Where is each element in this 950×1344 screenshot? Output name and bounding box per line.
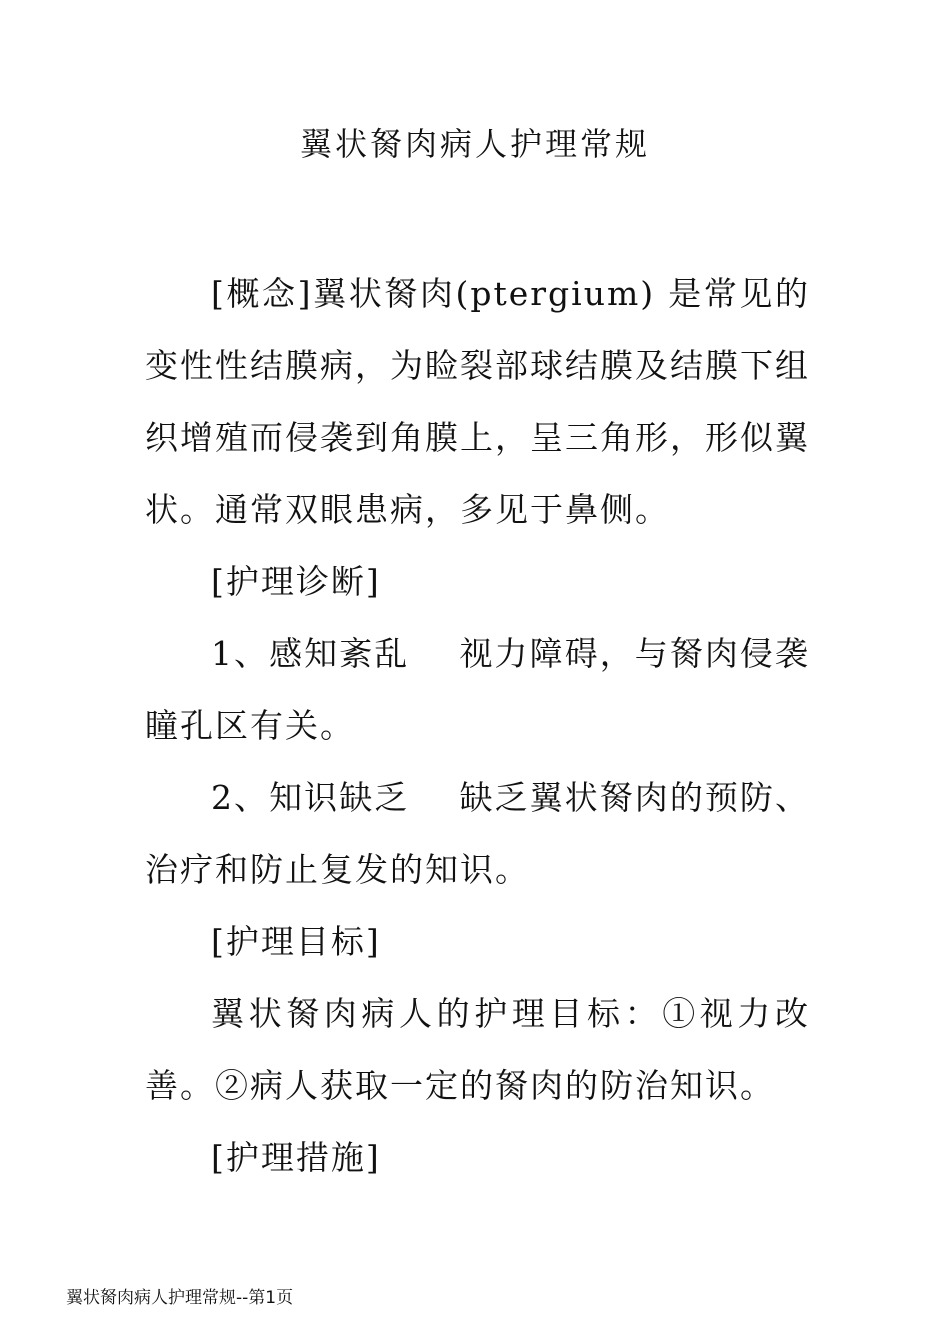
heading-nursing-measures: [护理措施] xyxy=(211,1138,381,1177)
document-body xyxy=(145,258,810,1194)
page-title: 翼状胬肉病人护理常规 xyxy=(299,125,650,163)
page-footer: 翼状胬肉病人护理常规--第1页 xyxy=(66,1288,294,1308)
heading-nursing-goals: [护理目标] xyxy=(211,922,381,961)
heading-nursing-diagnosis: [护理诊断] xyxy=(211,562,381,601)
paragraph-concept: [概念]翼状胬肉(ptergium) 是常见的变性性结膜病，为睑裂部球结膜及结膜下组织增殖而侵袭到角膜上，呈三角形，形似翼状。通常双眼患病，多见于鼻侧。 xyxy=(145,274,810,529)
paragraph-diagnosis-2: 2、知识缺乏 缺乏翼状胬肉的预防、治疗和防止复发的知识。 xyxy=(145,778,810,889)
paragraph-goals: 翼状胬肉病人的护理目标：①视力改善。②病人获取一定的胬肉的防治知识。 xyxy=(145,994,810,1105)
paragraph-diagnosis-1: 1、感知紊乱 视力障碍，与胬肉侵袭瞳孔区有关。 xyxy=(145,634,810,745)
